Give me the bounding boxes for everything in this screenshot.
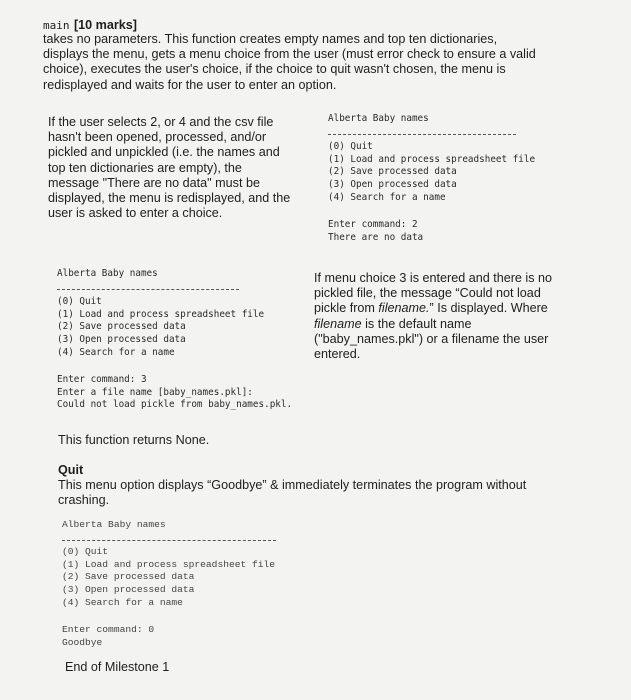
marks-label: [10 marks] <box>73 18 137 32</box>
quit-description <box>58 478 618 508</box>
menu-item-load: (1) Load and process spreadsheet file <box>62 558 276 570</box>
console-command: Enter command: 2 <box>328 218 418 230</box>
menu-item-save: (2) Save processed data <box>57 321 186 333</box>
console-output: There are no data <box>328 231 424 243</box>
rule-line: user is asked to enter a choice. <box>48 206 223 221</box>
rule-line: If the user selects 2, or 4 and the csv file <box>48 115 274 129</box>
menu-item-search: (4) Search for a name <box>62 596 183 608</box>
menu-item-quit: (0) Quit <box>57 295 102 307</box>
rule-line: entered. <box>314 347 361 362</box>
intro-line: takes no parameters. This function creates empty names and top ten dictionaries, <box>43 32 498 46</box>
rule-line: pickled and unpickled (i.e. the names and <box>48 145 280 160</box>
menu-item-quit: (0) Quit <box>62 545 109 557</box>
intro-line: displays the menu, gets a menu choice from the user (must error check to ensure a valid <box>43 47 536 62</box>
no-pickle-rule <box>314 271 614 362</box>
intro-paragraph <box>43 32 603 93</box>
menu-title: Alberta Baby names <box>328 113 429 124</box>
rule-text: pickle from <box>314 301 379 316</box>
console-example-3 <box>62 519 276 649</box>
menu-item-load: (1) Load and process spreadsheet file <box>57 308 265 320</box>
menu-item-save: (2) Save processed data <box>328 166 457 178</box>
menu-item-save: (2) Save processed data <box>62 571 195 583</box>
console-output: Could not load pickle from baby_names.pkl. <box>57 399 293 411</box>
console-example-2 <box>57 268 292 412</box>
intro-line: redisplayed and waits for the user to enter an option. <box>43 77 337 92</box>
menu-divider <box>62 540 276 541</box>
menu-title: Alberta Baby names <box>62 519 166 530</box>
menu-divider <box>328 134 516 135</box>
console-output: Goodbye <box>62 636 103 648</box>
menu-item-search: (4) Search for a name <box>328 191 446 203</box>
rule-line: ("baby_names.pkl") or a filename the user <box>314 331 549 346</box>
rule-text: is the default name <box>361 316 472 331</box>
menu-item-quit: (0) Quit <box>328 140 373 152</box>
returns-note: This function returns None. <box>58 433 210 447</box>
milestone-footer: End of Milestone 1 <box>65 660 170 674</box>
rule-text: ” Is displayed. Where <box>429 301 548 316</box>
console-example-1 <box>328 113 535 244</box>
menu-item-open: (3) Open processed data <box>57 334 186 346</box>
quit-heading: Quit <box>58 463 84 477</box>
menu-item-open: (3) Open processed data <box>328 179 457 191</box>
intro-line: choice), executes the user's choice, if the choice to quit wasn't chosen, the menu is <box>43 62 506 77</box>
rule-line <box>314 301 614 316</box>
rule-line <box>314 317 614 332</box>
menu-item-open: (3) Open processed data <box>62 584 195 596</box>
rule-line: message "There are no data" must be <box>48 175 260 190</box>
no-data-rule <box>48 115 318 221</box>
menu-item-load: (1) Load and process spreadsheet file <box>328 153 536 165</box>
rule-line: If menu choice 3 is entered and there is no <box>314 271 553 285</box>
console-command: Enter command: 0 <box>62 623 155 635</box>
menu-title: Alberta Baby names <box>57 268 158 279</box>
rule-line: pickled file, the message “Could not load <box>314 286 541 301</box>
rule-line: top ten dictionaries are empty), the <box>48 160 242 175</box>
menu-divider <box>57 289 239 290</box>
menu-item-search: (4) Search for a name <box>57 346 175 358</box>
console-prompt: Enter a file name [baby_names.pkl]: <box>57 386 253 398</box>
filename-emphasis: filename. <box>378 301 430 316</box>
rule-line: hasn't been opened, processed, and/or <box>48 130 267 145</box>
rule-line: displayed, the menu is redisplayed, and the <box>48 191 291 206</box>
console-command: Enter command: 3 <box>57 373 147 385</box>
function-name: main <box>43 19 70 32</box>
quit-desc-line: This menu option displays “Goodbye” & immediately terminates the program without <box>58 478 527 492</box>
filename-emphasis: filename <box>314 316 362 331</box>
quit-desc-line: crashing. <box>58 493 110 508</box>
